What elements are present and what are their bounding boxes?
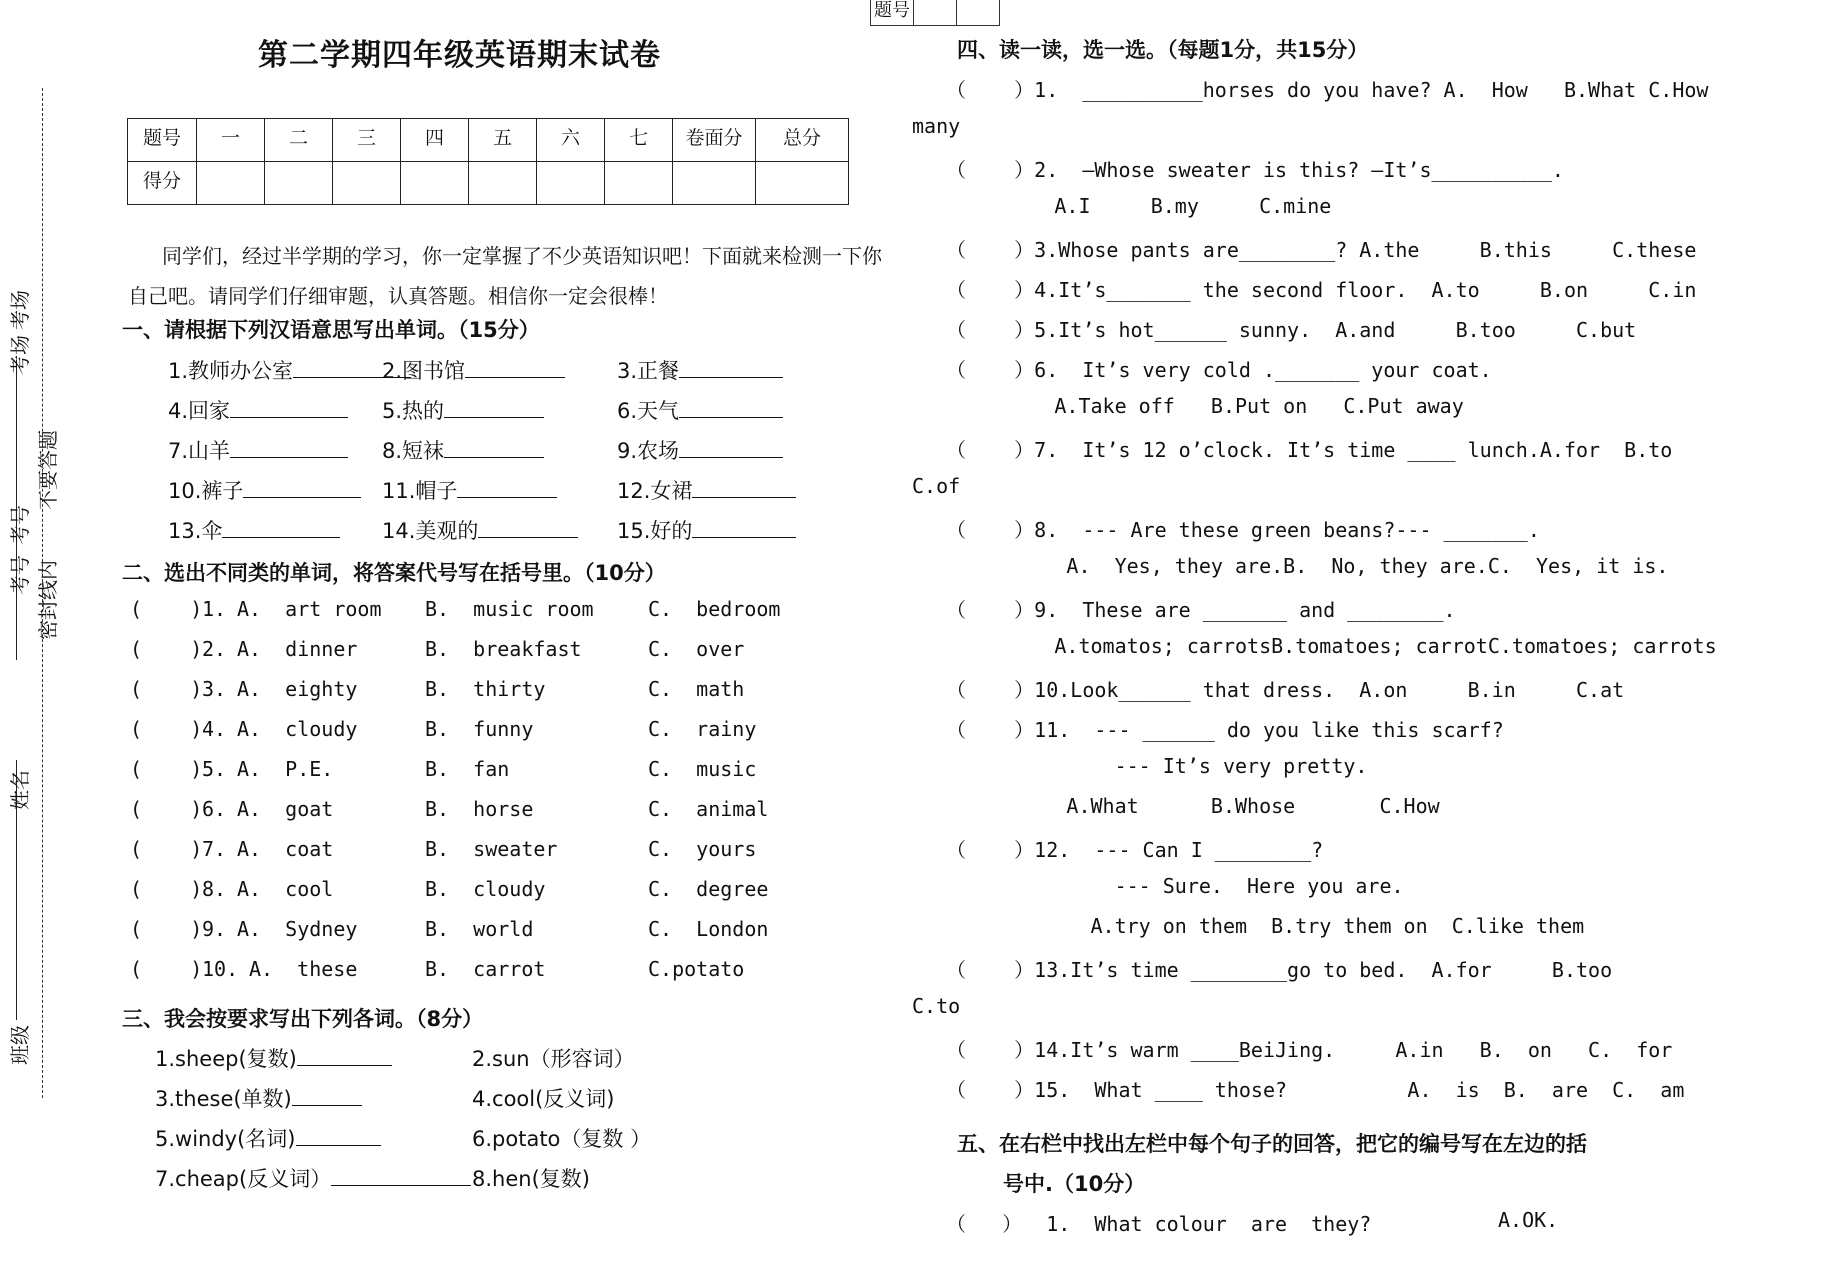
option-num: 4. [202, 717, 227, 741]
question-line: （ ）6. It’s very cold ._______ your coat. [946, 358, 1492, 382]
word-task-label: 2.sun（形容词） [472, 1047, 635, 1071]
word-task-label: 1.sheep(复数) [155, 1047, 297, 1071]
word-task [472, 1043, 635, 1073]
word-prompt [168, 435, 348, 465]
word-task [472, 1123, 651, 1153]
word-prompt [382, 515, 578, 545]
word-prompt [617, 355, 783, 385]
option-a: A. cool [237, 877, 334, 901]
question-line: （ ）8. --- Are these green beans?--- _______. [946, 518, 1540, 542]
binding-exam-room: 考场 [8, 290, 32, 330]
option-num: 10. [202, 957, 239, 981]
word-prompt [168, 515, 340, 545]
word-prompt [382, 435, 544, 465]
word-prompt-label: 6.天气 [617, 399, 680, 423]
option-c: C. animal [648, 797, 769, 821]
question-line: （ ）12. --- Can I ________? [946, 838, 1324, 862]
word-task-label: 5.windy(名词) [155, 1127, 296, 1151]
word-task-label: 4.cool(反义词) [472, 1087, 615, 1111]
score-header-cell: 一 [197, 119, 265, 162]
answer-blank[interactable] [292, 1085, 362, 1106]
answer-paren[interactable]: ( ) [130, 677, 203, 701]
score-header-cell: 总分 [756, 119, 849, 162]
option-b: B. horse [425, 797, 534, 821]
question-line: A.try on them B.try them on C.like them [946, 914, 1585, 938]
question-line: （ ）9. These are _______ and ________. [946, 598, 1456, 622]
score-cell[interactable] [673, 162, 756, 205]
word-prompt-label: 4.回家 [168, 399, 231, 423]
binding-seal-line: 密封线内 [36, 560, 60, 640]
question-line: A. Yes, they are.B. No, they are.C. Yes, it is. [946, 554, 1669, 578]
answer-blank[interactable] [679, 357, 783, 378]
question-line: （ ）2. —Whose sweater is this? —It’s__________. [946, 158, 1564, 182]
word-task [155, 1123, 381, 1153]
word-task-label: 7.cheap(反义词） [155, 1167, 332, 1191]
answer-paren[interactable]: ( ) [130, 597, 203, 621]
question-line: （ ）11. --- ______ do you like this scarf? [946, 718, 1504, 742]
score-cell[interactable] [197, 162, 265, 205]
question-line: （ ）3.Whose pants are________? A.the B.this C.these [946, 238, 1697, 262]
answer-blank[interactable] [331, 1165, 471, 1186]
option-a: A. coat [237, 837, 334, 861]
answer-paren[interactable]: ( ) [130, 637, 203, 661]
word-task [472, 1083, 615, 1113]
word-task-label: 8.hen(复数) [472, 1167, 590, 1191]
option-b: B. breakfast [425, 637, 582, 661]
option-a: A. cloudy [237, 717, 358, 741]
score-cell[interactable] [756, 162, 849, 205]
answer-blank[interactable] [444, 397, 544, 418]
question-line: （ ）1. __________horses do you have? A. How B.What C.How [946, 78, 1709, 102]
option-a: A. art room [237, 597, 382, 621]
option-b: B. music room [425, 597, 594, 621]
intro-line-2: 自己吧。请同学们仔细审题，认真答题。相信你一定会很棒！ [128, 284, 668, 308]
answer-blank[interactable] [679, 437, 783, 458]
top-stub-table [870, 0, 1000, 26]
word-prompt [382, 395, 544, 425]
answer-paren[interactable]: ( ) [130, 717, 203, 741]
section-1-title: 一、请根据下列汉语意思写出单词。（15分） [122, 318, 540, 342]
score-header-cell: 二 [265, 119, 333, 162]
option-a: A. Sydney [237, 917, 358, 941]
option-num: 9. [202, 917, 227, 941]
question-line: A.What B.Whose C.How [946, 794, 1440, 818]
option-a: A. P.E. [237, 757, 334, 781]
option-c: C. bedroom [648, 597, 781, 621]
option-c: C. over [648, 637, 745, 661]
score-header-cell: 四 [401, 119, 469, 162]
score-table [127, 118, 849, 205]
option-b: B. fan [425, 757, 510, 781]
option-num: 5. [202, 757, 227, 781]
section-5-title-line-2: 号中.（10分） [1003, 1172, 1146, 1196]
answer-paren[interactable]: ( ) [130, 957, 203, 981]
option-num: 3. [202, 677, 227, 701]
option-c: C. math [648, 677, 745, 701]
word-prompt [382, 355, 565, 385]
score-cell[interactable] [265, 162, 333, 205]
binding-exam-no-2: 考号 [8, 555, 32, 595]
score-header-cell: 五 [469, 119, 537, 162]
word-prompt-label: 1.教师办公室 [168, 359, 294, 383]
word-prompt-label: 3.正餐 [617, 359, 680, 383]
option-c: C. yours [648, 837, 757, 861]
word-prompt-label: 15.好的 [617, 519, 693, 543]
answer-blank[interactable] [692, 477, 796, 498]
word-task-label: 3.these(单数) [155, 1087, 292, 1111]
score-header-cell: 题号 [128, 119, 197, 162]
score-table-score-row [128, 162, 849, 205]
option-a: A. eighty [237, 677, 358, 701]
answer-blank[interactable] [243, 477, 361, 498]
word-prompt-label: 11.帽子 [382, 479, 458, 503]
question-line: A.tomatos; carrotsB.tomatoes; carrotC.tomatoes; carrots [946, 634, 1717, 658]
answer-paren[interactable]: ( ) [130, 837, 203, 861]
word-task [155, 1083, 362, 1113]
word-task [472, 1163, 590, 1193]
answer-blank[interactable] [222, 517, 340, 538]
word-prompt [617, 435, 783, 465]
binding-no-answer: 不要答题 [36, 430, 60, 510]
word-task-label: 6.potato（复数 ） [472, 1127, 652, 1151]
word-prompt-label: 2.图书馆 [382, 359, 466, 383]
section-2-title: 二、选出不同类的单词，将答案代号写在括号里。（10分） [122, 561, 666, 585]
score-cell[interactable] [605, 162, 673, 205]
binding-name: 姓名 [8, 770, 32, 810]
word-prompt [168, 395, 348, 425]
word-prompt-label: 5.热的 [382, 399, 445, 423]
score-cell[interactable] [469, 162, 537, 205]
option-a: A. these [249, 957, 358, 981]
question-line: many [912, 114, 961, 138]
option-c: C. music [648, 757, 757, 781]
option-b: B. thirty [425, 677, 546, 701]
intro-paragraph [128, 236, 908, 316]
word-prompt [382, 475, 557, 505]
word-prompt-label: 13.伞 [168, 519, 223, 543]
answer-paren[interactable]: ( ) [130, 917, 203, 941]
question-line: A.I B.my C.mine [946, 194, 1332, 218]
word-prompt [168, 475, 361, 505]
score-table-header-row [128, 119, 849, 162]
word-prompt-label: 7.山羊 [168, 439, 231, 463]
score-header-cell: 卷面分 [673, 119, 756, 162]
score-header-cell: 三 [333, 119, 401, 162]
answer-blank[interactable] [296, 1125, 381, 1146]
score-header-cell: 七 [605, 119, 673, 162]
question-line: （ ）7. It’s 12 o’clock. It’s time ____ lunch.A.for B.to [946, 438, 1673, 462]
option-num: 1. [202, 597, 227, 621]
option-c: C. rainy [648, 717, 757, 741]
word-prompt [617, 515, 796, 545]
option-b: B. world [425, 917, 534, 941]
matching-question: （ ） 1. What colour are they? [946, 1212, 1372, 1236]
stub-cell [957, 0, 1000, 26]
option-a: A. goat [237, 797, 334, 821]
binding-class: 班级 [8, 1025, 32, 1065]
score-cell[interactable] [333, 162, 401, 205]
answer-blank[interactable] [230, 397, 348, 418]
option-b: B. funny [425, 717, 534, 741]
option-b: B. sweater [425, 837, 558, 861]
stub-cell [914, 0, 957, 26]
score-row-label: 得分 [128, 162, 197, 205]
question-line: （ ）4.It’s_______ the second floor. A.to B.on C.in [946, 278, 1697, 302]
question-line: --- It’s very pretty. [946, 754, 1368, 778]
binding-exam-no: 考号 [8, 505, 32, 545]
question-line: A.Take off B.Put on C.Put away [946, 394, 1464, 418]
answer-blank[interactable] [465, 357, 565, 378]
option-num: 2. [202, 637, 227, 661]
question-line: （ ）14.It’s warm ____BeiJing. A.in B. on C. for [946, 1038, 1673, 1062]
word-prompt-label: 14.美观的 [382, 519, 479, 543]
answer-paren[interactable]: ( ) [130, 877, 203, 901]
intro-line-1: 同学们，经过半学期的学习，你一定掌握了不少英语知识吧！下面就来检测一下你 [162, 244, 882, 268]
answer-blank[interactable] [297, 1045, 392, 1066]
question-line: --- Sure. Here you are. [946, 874, 1404, 898]
section-4-title: 四、读一读，选一选。（每题1分，共15分） [957, 38, 1369, 62]
word-prompt-label: 8.短袜 [382, 439, 445, 463]
binding-exam-room-2: 考场 [8, 335, 32, 375]
option-c: C. degree [648, 877, 769, 901]
answer-blank[interactable] [230, 437, 348, 458]
answer-blank[interactable] [457, 477, 557, 498]
option-num: 8. [202, 877, 227, 901]
answer-blank[interactable] [478, 517, 578, 538]
question-line: （ ）15. What ____ those? A. is B. are C. am [946, 1078, 1685, 1102]
answer-paren[interactable]: ( ) [130, 797, 203, 821]
word-prompt [168, 355, 411, 385]
option-a: A. dinner [237, 637, 358, 661]
score-header-cell: 六 [537, 119, 605, 162]
answer-blank[interactable] [679, 397, 783, 418]
page-title: 第二学期四年级英语期末试卷 [258, 38, 661, 73]
option-num: 6. [202, 797, 227, 821]
section-3-title: 三、我会按要求写出下列各词。（8分） [122, 1007, 484, 1031]
answer-blank[interactable] [444, 437, 544, 458]
answer-blank[interactable] [692, 517, 796, 538]
question-line: C.to [912, 994, 961, 1018]
stub-cell: 题号 [871, 0, 914, 26]
option-c: C.potato [648, 957, 745, 981]
question-line: （ ）5.It’s hot______ sunny. A.and B.too C.but [946, 318, 1637, 342]
word-prompt [617, 475, 796, 505]
word-prompt-label: 12.女裙 [617, 479, 693, 503]
question-line: C.of [912, 474, 961, 498]
option-b: B. carrot [425, 957, 546, 981]
option-b: B. cloudy [425, 877, 546, 901]
option-c: C. London [648, 917, 769, 941]
word-prompt-label: 10.裤子 [168, 479, 244, 503]
score-cell[interactable] [537, 162, 605, 205]
word-prompt-label: 9.农场 [617, 439, 680, 463]
score-cell[interactable] [401, 162, 469, 205]
option-num: 7. [202, 837, 227, 861]
word-task [155, 1163, 471, 1193]
answer-paren[interactable]: ( ) [130, 757, 203, 781]
word-task [155, 1043, 392, 1073]
question-line: （ ）10.Look______ that dress. A.on B.in C.at [946, 678, 1625, 702]
matching-answer: A.OK. [1498, 1208, 1559, 1232]
word-prompt [617, 395, 783, 425]
question-line: （ ）13.It’s time ________go to bed. A.for B.too [946, 958, 1613, 982]
section-5-title-line-1: 五、在右栏中找出左栏中每个句子的回答，把它的编号写在左边的括 [957, 1132, 1587, 1156]
